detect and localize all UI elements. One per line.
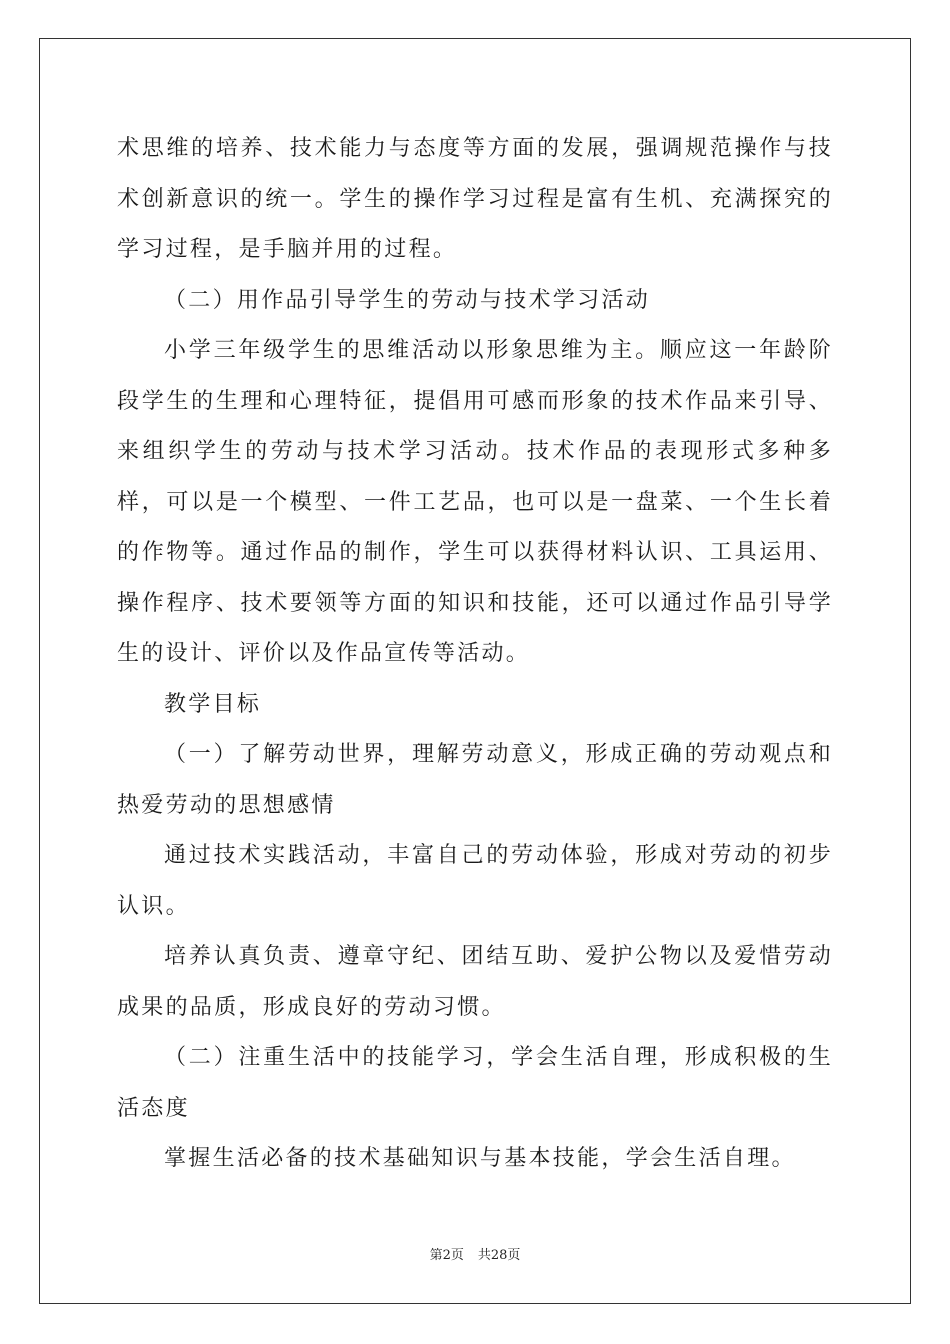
goal-heading-1: （一）了解劳动世界，理解劳动意义，形成正确的劳动观点和热爱劳动的思想感情 — [117, 742, 833, 818]
paragraph-9: 掌握生活必备的技术基础知识与基本技能，学会生活自理。 — [164, 1146, 796, 1171]
paragraph-3: 小学三年级学生的思维活动以形象思维为主。顺应这一年龄阶段学生的生理和心理特征，提倡用可感而形象的技术作品来引导、来组织学生的劳动与技术学习活动。技术作品的表现形式多种多样，可以是一个模型、一件工艺品，也可以是一盘菜、一个生长着的作物等。通过作品的制作，学生可以获得材料认识、工具运用、操作程序、技术要领等方面的知识和技能，还可以通过作品引导学生的设计、评价以及作品宣传等活动。 — [117, 338, 833, 666]
heading-teaching-goals: 教学目标 — [164, 691, 262, 717]
paragraph-1: 术思维的培养、技术能力与态度等方面的发展，强调规范操作与技术创新意识的统一。学生的操作学习过程是富有生机、充满探究的学习过程，是手脑并用的过程。 — [117, 136, 833, 262]
paragraph-7: 培养认真负责、遵章守纪、团结互助、爱护公物以及爱惜劳动成果的品质，形成良好的劳动习惯。 — [117, 944, 833, 1020]
document-body — [117, 124, 833, 1185]
goal-heading-2: （二）注重生活中的技能学习，学会生活自理，形成积极的生活态度 — [117, 1045, 833, 1121]
section-heading-2: （二）用作品引导学生的劳动与技术学习活动 — [164, 287, 651, 313]
page-number: 第2页 — [429, 1248, 464, 1263]
page-footer — [0, 1247, 950, 1265]
total-pages: 共28页 — [477, 1248, 521, 1263]
paragraph-6: 通过技术实践活动，丰富自己的劳动体验，形成对劳动的初步认识。 — [117, 843, 833, 919]
